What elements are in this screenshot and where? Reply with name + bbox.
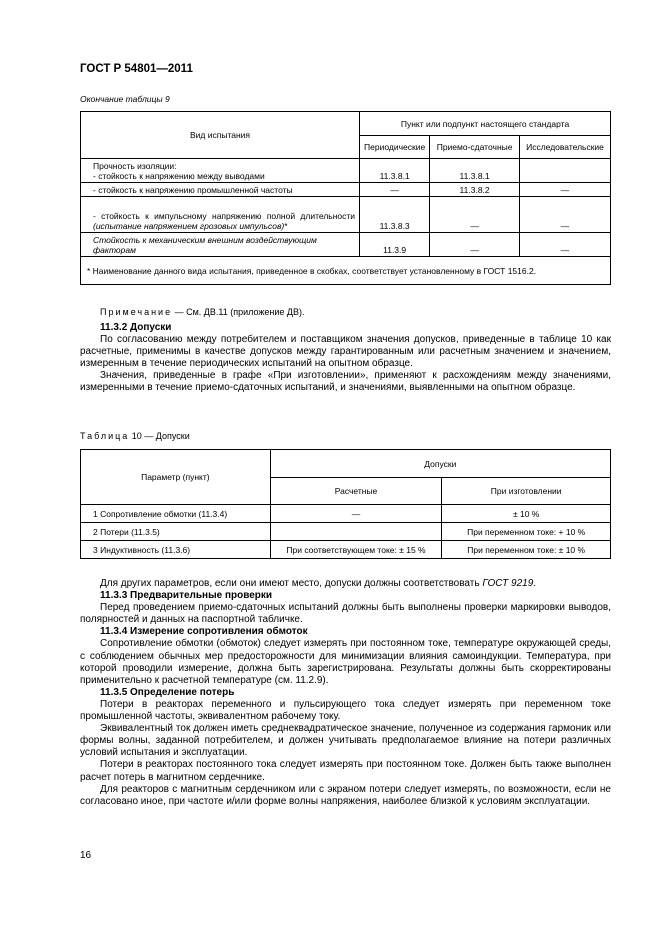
- table10-row3-mfg: При переменном токе: ± 10 %: [442, 541, 611, 559]
- table9-row3-c2: —: [430, 197, 520, 233]
- table10-row1-param: 1 Сопротивление обмотки (11.3.4): [81, 505, 271, 523]
- paragraph: [80, 578, 611, 590]
- section-11-3-2: [80, 322, 611, 395]
- paragraph: Потери в реакторах переменного и пульсирующего тока следует измерять при переменном токе промышленной частоты, эквивалентном рабочему току.: [80, 698, 611, 723]
- table10-head-param: Параметр (пункт): [81, 450, 271, 505]
- paragraph: Значения, приведенные в графе «При изготовлении», применяют к расхождениям между значениями, измеренными в течение приемо-сдаточных испытаний, и значениями, выявленными на опытном образце.: [80, 370, 611, 394]
- table9-footnote: * Наименование данного вида испытания, приведенное в скобках, соответствует установленному в ГОСТ 1516.2.: [81, 257, 611, 285]
- paragraph: Потери в реакторах постоянного тока следует измерять при постоянном токе. Должен быть также выполнен расчет потерь в магнитном сердечнике.: [80, 759, 611, 783]
- table9-row3-c1: 11.3.8.3: [360, 197, 430, 233]
- section-title: 11.3.4 Измерение сопротивления обмоток: [100, 626, 308, 638]
- table9-row4-c3: —: [520, 233, 611, 257]
- table9-caption: Окончание таблицы 9: [80, 94, 170, 104]
- table10-row1-calc: —: [270, 505, 442, 523]
- section-title: 11.3.3 Предварительные проверки: [100, 590, 273, 602]
- body-after-table10: [80, 578, 611, 808]
- table9-row4-label: Стойкость к механическим внешним воздействующим факторам: [81, 233, 360, 257]
- table10-caption: [80, 431, 190, 441]
- table9-row1-text: - стойкость к напряжению между выводами: [93, 171, 265, 181]
- note-label: Примечание: [100, 307, 173, 317]
- table9-sub-acceptance: Приемо-сдаточные: [430, 136, 520, 159]
- table9-head-type: Вид испытания: [81, 112, 360, 159]
- table10-sub-calc: Расчетные: [270, 478, 442, 505]
- table10-row1-mfg: ± 10 %: [442, 505, 611, 523]
- table10-row2-param: 2 Потери (11.3.5): [81, 523, 271, 541]
- table9-sub-periodic: Периодические: [360, 136, 430, 159]
- paragraph: Для реакторов с магнитным сердечником или с экраном потери следует измерять, по возможности, если не согласовано иное, при частоте и/или форме волны напряжения, наиболее близкой к условиям эксплуатации.: [80, 783, 611, 807]
- table-9: [80, 111, 611, 285]
- table-10: [80, 449, 611, 559]
- table10-row3-calc: При соответствующем токе: ± 15 %: [270, 541, 442, 559]
- table9-row3-mark: *: [284, 221, 288, 231]
- paragraph-text: Для других параметров, если они имеют место, допуски должны соответствовать: [100, 578, 483, 589]
- paragraph: По согласованию между потребителем и поставщиком значения допусков, приведенные в таблице 10 как расчетные, применимы в качестве допусков между гарантированным или расчетным значением и значением, измеренным в течение периодических испытаний на опытном образце.: [80, 334, 611, 370]
- document-header: ГОСТ Р 54801—2011: [80, 63, 193, 75]
- table10-caption-text: 10 — Допуски: [129, 431, 190, 441]
- table9-row4-c2: —: [430, 233, 520, 257]
- table9-row1-c2: 11.3.8.1: [430, 159, 520, 183]
- note-text: — См. ДВ.11 (приложение ДВ).: [172, 307, 305, 317]
- section-title: 11.3.5 Определение потерь: [100, 686, 235, 698]
- table10-sub-mfg: При изготовлении: [442, 478, 611, 505]
- insulation-heading: Прочность изоляции:: [93, 161, 177, 171]
- table10-row2-calc: [270, 523, 442, 541]
- table9-row1-label: [81, 159, 360, 183]
- table9-row3-text: - стойкость к импульсному напряжению полной длительности: [93, 211, 356, 221]
- paragraph-end: .: [533, 578, 537, 589]
- table9-row3-c3: —: [520, 197, 611, 233]
- note: [100, 307, 305, 317]
- table9-row2-c3: —: [520, 183, 611, 197]
- paragraph: Сопротивление обмотки (обмоток) следует измерять при постоянном токе, температуре окружающей среды, с соблюдением обычных мер предосторожности для минимизации влияния самоиндукции. Температура, при которой проводили измерение, должна быть зарегистрирована. Результаты должны быть скорректированы применительно к расчетной температуре (см. 11.2.9).: [80, 638, 611, 686]
- table9-row1-c1: 11.3.8.1: [360, 159, 430, 183]
- paragraph: Эквивалентный ток должен иметь среднеквадратическое значение, полученное из содержания гармоник или формы волны, заданной потребителем, и должен учитывать предполагаемое влияние на потери различных условий испытания и эксплуатации.: [80, 723, 611, 759]
- table10-row2-mfg: При переменном токе: + 10 %: [442, 523, 611, 541]
- table9-row4-c1: 11.3.9: [360, 233, 430, 257]
- standard-ref: ГОСТ 9219: [482, 578, 534, 589]
- table10-head-group: Допуски: [270, 450, 610, 478]
- table9-row3-label: [81, 197, 360, 233]
- table10-caption-label: Таблица: [80, 431, 130, 441]
- paragraph: Перед проведением приемо-сдаточных испытаний должны быть выполнены проверки маркировки выводов, полярностей и данных на паспортной табличке.: [80, 602, 611, 626]
- table9-row3-italic: (испытание напряжением грозовых импульсов): [93, 221, 285, 231]
- table9-row2-c2: 11.3.8.2: [430, 183, 520, 197]
- table9-head-group: Пункт или подпункт настоящего стандарта: [360, 112, 611, 136]
- table9-row2-c1: —: [360, 183, 430, 197]
- table9-sub-research: Исследовательские: [520, 136, 611, 159]
- table9-row1-c3: [520, 159, 611, 183]
- page-number: 16: [80, 850, 92, 861]
- table10-row3-param: 3 Индуктивность (11.3.6): [81, 541, 271, 559]
- table9-row2-label: - стойкость к напряжению промышленной частоты: [81, 183, 360, 197]
- section-title: 11.3.2 Допуски: [100, 322, 172, 333]
